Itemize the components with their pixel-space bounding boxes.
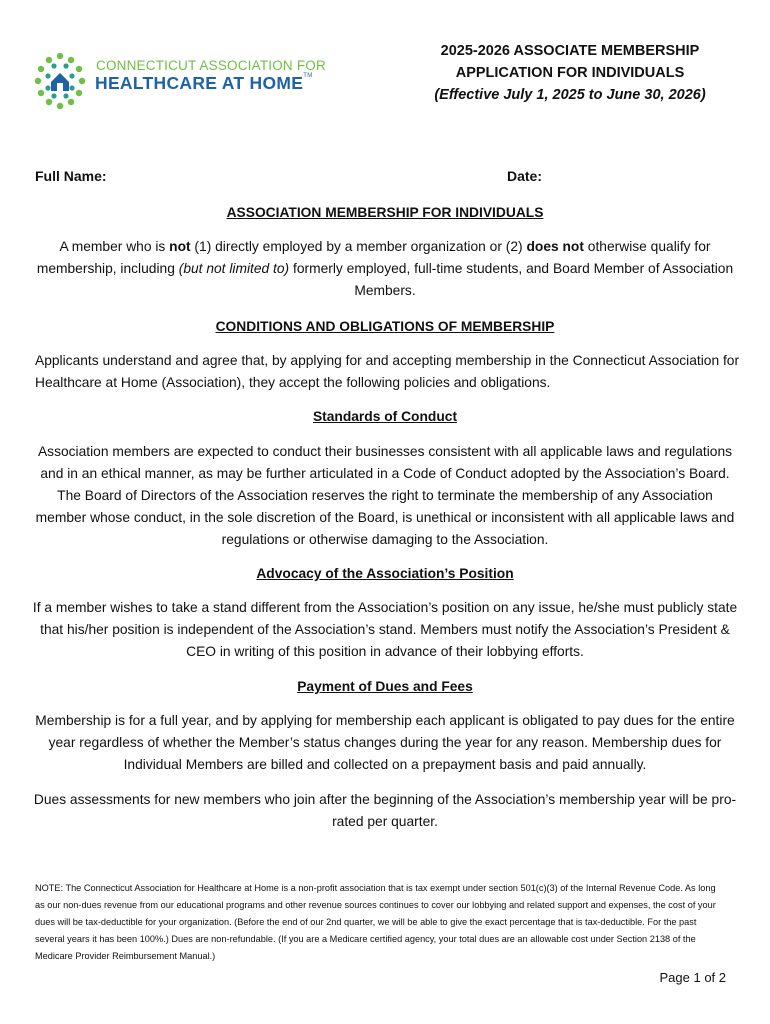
standards-heading: Standards of Conduct	[312, 409, 458, 424]
association-logo	[30, 52, 330, 110]
conditions-text: Applicants understand and agree that, by applying for and accepting membership in the Connecticut Association for Healthcare at Home (Association), they accept the following policies and obligations.	[35, 353, 740, 390]
house-dots-logo-icon	[30, 52, 90, 110]
document-title	[405, 40, 735, 106]
payment-text-1: Membership is for a full year, and by applying for membership each applicant is obligated to pay dues for the entire year regardless of whether the Member’s status changes during the year for any reason. Membership dues for Individual Members are billed and collected on a prepayment basis and paid annually.	[35, 713, 735, 772]
logo-text-line1: CONNECTICUT ASSOCIATION FOR	[96, 58, 326, 73]
page-number: Page 1 of 2	[659, 970, 726, 985]
title-line2: APPLICATION FOR INDIVIDUALS	[455, 65, 685, 81]
membership-description: A member who is not (1) directly employed by a member organization or (2) does not otherwise qualify for membership, including (but not limited to) formerly employed, full-time students, and Board Member of Association Members.	[36, 239, 734, 298]
advocacy-heading: Advocacy of the Association’s Position	[256, 566, 514, 581]
tax-note: NOTE: The Connecticut Association for Healthcare at Home is a non-profit association that is tax exempt under section 501(c)(3) of the Internal Revenue Code. As long as our non-dues revenue from our educational programs and other revenue sources continues to cover our lobbying and related support and expenses, the cost of your dues will be tax-deductible for your organization. (Before the end of our 2nd quarter, we will be able to give the exact percentage that is tax-deductible. For the past several years it has been 100%.) Dues are non-refundable. (If you are a Medicare certified agency, your total dues are an allowable cost under Section 2138 of the Medicare Provider Reimbursement Manual.)	[35, 883, 716, 961]
date-field-label: Date:	[507, 168, 543, 184]
standards-text: Association members are expected to conduct their businesses consistent with all applicable laws and regulations and in an ethical manner, as may be further articulated in a Code of Conduct adopted by the Association’s Board. The Board of Directors of the Association reserves the right to terminate the membership of any Association member whose conduct, in the sole discretion of the Board, is unethical or inconsistent with all applicable laws and regulations or otherwise damaging to the Association.	[35, 444, 735, 547]
trademark: TM	[303, 73, 313, 79]
advocacy-text: If a member wishes to take a stand different from the Association’s position on any issue, he/she must publicly state that his/her position is independent of the Association’s stand. Members must notify the Association’s President & CEO in writing of this position in advance of their lobbying efforts.	[32, 600, 738, 659]
payment-heading: Payment of Dues and Fees	[297, 679, 473, 694]
conditions-heading: CONDITIONS AND OBLIGATIONS OF MEMBERSHIP	[215, 319, 555, 334]
payment-text-2: Dues assessments for new members who join after the beginning of the Association’s membership year will be pro-rated per quarter.	[33, 792, 737, 829]
logo-text-line2: HEALTHCARE AT HOME™	[95, 73, 313, 93]
title-effective-dates: (Effective July 1, 2025 to June 30, 2026)	[434, 87, 706, 103]
membership-heading: ASSOCIATION MEMBERSHIP FOR INDIVIDUALS	[226, 205, 544, 220]
title-line1: 2025-2026 ASSOCIATE MEMBERSHIP	[440, 43, 700, 59]
full-name-field-label: Full Name:	[35, 168, 107, 184]
